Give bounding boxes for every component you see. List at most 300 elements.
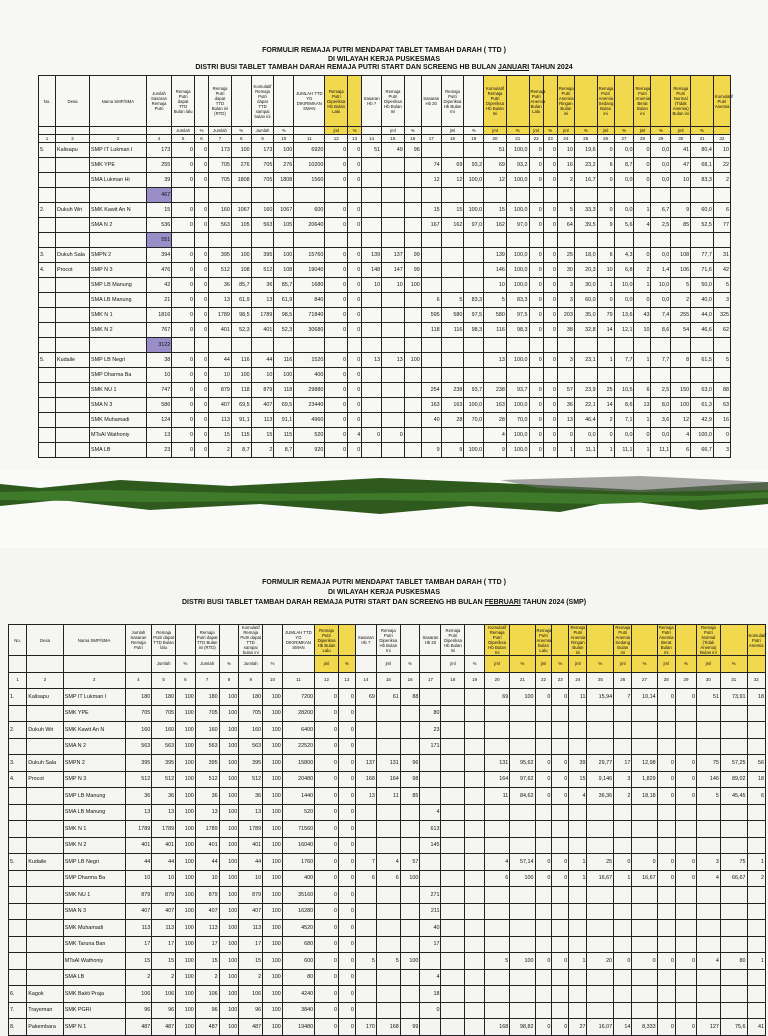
table-cell: 0 [675,771,696,788]
table-cell: 13 [209,293,232,308]
column-subheader: % [464,127,484,135]
table-cell [362,203,382,218]
school-cell: SMK N 1 [90,308,147,323]
table-cell [355,986,376,1003]
table-cell: 100 [219,920,239,937]
table-cell: 147 [382,263,405,278]
table-cell: 0 [315,804,339,821]
table-cell [420,953,441,970]
table-cell: 0 [325,278,348,293]
table-cell: 10 [239,870,263,887]
table-cell: 71,6 [691,263,714,278]
school-cell: SMK PGRI [63,1002,125,1019]
school-cell: SMA Lukman Hi [90,173,147,188]
table-cell: 0 [315,969,339,986]
table-cell: 20 [587,953,614,970]
table-cell: 0 [325,158,348,173]
table-cell: 0 [172,173,195,188]
table-cell [464,338,484,353]
table-cell: 96 [152,1002,176,1019]
table-cell [552,936,569,953]
table-cell: 487 [239,1019,263,1036]
table-cell: 2 [614,788,632,805]
table-cell: 6,7 [651,203,671,218]
table-cell [376,804,400,821]
table-cell [376,722,400,739]
column-subheader: jml [634,127,651,135]
table-cell [362,413,382,428]
table-cell: 0 [194,263,208,278]
school-cell: SMK N 2 [63,837,125,854]
table-cell: 61,5 [691,353,714,368]
table-cell: 0 [315,1002,339,1019]
table-cell [696,969,720,986]
table-cell: 563 [251,218,274,233]
table-cell: 57,25 [720,755,747,772]
table-cell: 0 [634,158,651,173]
table-cell: 211 [420,903,441,920]
table-cell [465,903,485,920]
table-cell [696,1002,720,1019]
village-cell: Pakembara [27,1019,64,1036]
table-cell: 9,146 [587,771,614,788]
column-header: Sasaran Hb 20 [421,76,441,127]
table-cell [587,903,614,920]
table-cell: 0 [172,203,195,218]
table-cell [404,413,421,428]
table-cell [535,1002,552,1019]
table-cell: 56 [747,755,765,772]
column-header: Remaja Putri Diperiksa Hb Bulan Lalu [315,625,339,656]
column-number: 31 [691,135,714,143]
table-cell [535,738,552,755]
table-cell [720,969,747,986]
table-cell: 0 [348,143,362,158]
table-cell: 551 [146,233,172,248]
table-cell: 0 [172,398,195,413]
table-cell: 0 [172,293,195,308]
table-cell: 22,1 [574,398,597,413]
table-cell: 0 [194,143,208,158]
table-cell: 80,4 [691,143,714,158]
table-cell: 0 [657,755,675,772]
school-cell: SMK Taruna Ban [63,936,125,953]
table-cell: 0 [529,143,543,158]
column-number: 19 [464,135,484,143]
table-cell: 42 [146,278,172,293]
school-cell: SMP IT Lukman I [90,143,147,158]
table-cell: 1789 [209,308,232,323]
table-cell [569,821,587,838]
table-cell [465,887,485,904]
table-cell: 15 [441,203,464,218]
table-cell [39,188,56,203]
table-cell: 35160 [282,887,314,904]
table-cell: 0 [552,755,569,772]
table-cell: 0 [348,293,362,308]
table-cell: 100 [219,804,239,821]
table-cell: 10 [146,368,172,383]
table-cell [675,969,696,986]
village-cell [27,788,64,805]
table-cell [720,821,747,838]
table-cell: 168 [355,771,376,788]
table-cell: 563 [209,218,232,233]
table-cell [569,887,587,904]
school-cell: SMA LB Manung [90,293,147,308]
table-cell: 63,0 [691,383,714,398]
table-row [9,969,766,986]
table-cell: 32,8 [574,323,597,338]
table-cell [400,804,420,821]
village-cell: Dukuh Sala [56,248,90,263]
table-cell: 401 [239,837,263,854]
table-cell: 0 [529,353,543,368]
table-cell: 3 [713,293,730,308]
table-cell [651,188,671,203]
column-header: Remaja Putri Anemia Berat Bulan ini [658,625,674,655]
table-cell [747,837,765,854]
table-cell: 2,5 [651,218,671,233]
table-cell: 12 [421,173,441,188]
village-cell: Trayeman [27,1002,64,1019]
table-cell: 1 [557,443,574,458]
table-cell [485,821,510,838]
table-cell: 100 [176,936,196,953]
table-cell: 9 [441,443,464,458]
table-cell: 96 [195,1002,219,1019]
table-cell: 105 [231,218,251,233]
village-cell [56,338,90,353]
table-cell: 61,9 [274,293,294,308]
column-header: Remaja Putri Anemia Sedang Bulan ini [615,625,631,655]
table-cell: 254 [421,383,441,398]
table-cell: 0 [657,689,675,706]
table-cell: 4 [420,969,441,986]
table-cell: 0 [172,263,195,278]
table-cell [747,986,765,1003]
table-cell: 0 [172,383,195,398]
table-cell [675,887,696,904]
table-cell: 96 [404,143,421,158]
table-cell: 0 [348,383,362,398]
table-cell: 30 [557,263,574,278]
table-cell [194,188,208,203]
column-number: 23 [552,672,569,689]
table-cell: 1808 [274,173,294,188]
table-cell: 0 [529,263,543,278]
table-cell: 98,82 [510,1019,535,1036]
table-cell: 18 [420,986,441,1003]
table-cell: 1 [747,953,765,970]
table-cell: 705 [251,173,274,188]
table-cell: 0 [338,738,355,755]
column-subheader: % [552,656,569,673]
table-cell [39,443,56,458]
table-cell: 0 [543,173,557,188]
table-cell: 0,0 [651,248,671,263]
column-number: 26 [597,135,614,143]
table-cell: 1 [569,854,587,871]
village-cell: Dukuh Wri [56,203,90,218]
table-cell: 395 [125,755,152,772]
column-number: 22 [535,672,552,689]
table-cell: 512 [152,771,176,788]
torn-edge-graphic [0,470,768,548]
table-cell: 0 [172,353,195,368]
table-cell: 2 [747,870,765,887]
table-cell: 0 [325,203,348,218]
table-cell: 115 [231,428,251,443]
table-cell: 0 [348,203,362,218]
table-cell: 407 [125,903,152,920]
column-number: 11 [294,135,325,143]
table-cell [484,338,507,353]
table-cell: 0 [348,173,362,188]
school-cell: SMA LB [90,443,147,458]
table-cell [651,233,671,248]
table-cell [9,705,27,722]
table-cell [535,903,552,920]
table-cell [441,837,465,854]
table-cell: 17 [614,755,632,772]
table-cell [251,338,274,353]
table-cell: 75,6 [720,1019,747,1036]
table-cell: 401 [209,323,232,338]
table-cell [9,887,27,904]
column-number: 30 [696,672,720,689]
column-header: Sasaran Hb 20 [420,625,441,656]
table-cell: 0 [657,1019,675,1036]
table-cell: 0 [338,986,355,1003]
table-cell [400,986,420,1003]
table-cell: 163 [484,398,507,413]
table-cell [506,368,529,383]
table-cell [404,188,421,203]
table-cell: 0 [529,203,543,218]
table-cell [747,722,765,739]
school-cell: SMPN 2 [90,248,147,263]
table-cell [632,903,657,920]
table-row [9,689,766,706]
table-cell: 180 [125,689,152,706]
table-cell: 0 [529,413,543,428]
column-header [720,625,747,656]
table-cell [569,936,587,953]
table-cell [400,821,420,838]
table-cell: 0 [713,428,730,443]
table-cell: 536 [146,218,172,233]
table-cell: 100,0 [506,353,529,368]
table-cell: 63 [713,398,730,413]
table-cell: 0 [348,248,362,263]
column-header [574,76,597,127]
table-cell [552,920,569,937]
column-header [219,625,239,656]
table-cell: 0 [543,398,557,413]
table-cell: 13 [239,804,263,821]
table-cell: 98,5 [274,308,294,323]
column-subheader [420,656,441,673]
table-cell [325,188,348,203]
table-cell [465,837,485,854]
table-cell [657,986,675,1003]
table-cell [404,203,421,218]
table-cell: 19,6 [574,143,597,158]
table-cell: 3. [39,248,56,263]
table-cell [420,689,441,706]
table-cell: 705 [251,158,274,173]
table-cell: 11,1 [574,443,597,458]
table-cell [39,293,56,308]
table-cell: 36,36 [587,788,614,805]
table-cell [657,1002,675,1019]
table-cell [376,821,400,838]
table-cell [376,705,400,722]
table-cell [747,1002,765,1019]
table-cell [720,920,747,937]
table-row [39,158,731,173]
table-cell: 57,14 [510,854,535,871]
table-cell: 163 [421,398,441,413]
column-subheader [421,127,441,135]
table-cell [251,188,274,203]
table-cell: 0 [315,788,339,805]
column-header: Desa [27,625,64,656]
table-cell: 98,3 [506,323,529,338]
table-cell: 100 [176,854,196,871]
table-row [9,854,766,871]
table-cell: 16,07 [587,1019,614,1036]
column-number: 24 [569,672,587,689]
column-number: 16 [400,672,420,689]
table-cell: 39 [146,173,172,188]
table-cell [657,821,675,838]
table-cell: 100 [176,804,196,821]
table-row [39,413,731,428]
table-cell [485,903,510,920]
column-subheader [146,127,172,135]
table-cell: 705 [239,705,263,722]
table-cell: 69 [485,689,510,706]
school-cell: SMP IT Lukman I [63,689,125,706]
table-cell [465,953,485,970]
table-cell [465,722,485,739]
table-cell: 5. [39,143,56,158]
table-cell [614,705,632,722]
table-cell [420,771,441,788]
table-cell: 0 [194,158,208,173]
table-cell: 0 [543,143,557,158]
table-cell [510,837,535,854]
table-cell [510,969,535,986]
sheet1-title-1: FORMULIR REMAJA PUTRI MENDAPAT TABLET TAMBAH DARAH ( TTD ) [262,47,506,54]
table-cell [657,936,675,953]
table-row [9,887,766,904]
table-cell [421,248,441,263]
table-cell: 180 [152,689,176,706]
table-cell: 0 [338,771,355,788]
table-cell: 98 [400,771,420,788]
table-cell: 1 [597,353,614,368]
table-cell: 6. [9,986,27,1003]
table-cell: 5. [39,353,56,368]
school-cell: SMP N 3 [63,771,125,788]
table-cell [557,188,574,203]
table-cell: 13 [362,353,382,368]
table-cell [574,368,597,383]
table-cell: 100,0 [464,203,484,218]
table-cell [569,969,587,986]
table-cell [325,233,348,248]
sheet1-title-2: DI WILAYAH KERJA PUSKESMAS [327,56,441,63]
table-cell: 64 [557,218,574,233]
table-cell [747,887,765,904]
table-cell: 100 [510,689,535,706]
school-cell: SMA N 3 [90,398,147,413]
village-cell: Kalisapu [27,689,64,706]
table-row [9,788,766,805]
table-cell: 29,77 [587,755,614,772]
column-header: Komulatif Putri Anemia [747,625,765,656]
table-cell: 15760 [294,248,325,263]
table-cell: 145 [420,837,441,854]
table-cell: 17 [125,936,152,953]
table-cell: 6 [597,248,614,263]
table-cell: 170 [355,1019,376,1036]
school-cell: SMK NU 1 [63,887,125,904]
table-cell: 0 [657,788,675,805]
table-cell: 43 [634,308,651,323]
column-header: Remaja Putri Anemia Sedang Bulan ini [597,76,614,127]
table-cell: 146 [696,771,720,788]
table-cell [421,428,441,443]
table-cell: 19480 [282,1019,314,1036]
table-cell: 100 [274,368,294,383]
village-cell [56,308,90,323]
column-subheader [125,656,152,673]
table-cell: 57 [400,854,420,871]
column-number: 5 [152,672,176,689]
table-cell: 7 [614,689,632,706]
table-cell: 15 [421,203,441,218]
table-cell: 75 [696,755,720,772]
column-header: Remaja Putri dapat TTD Bulan ini (RTD) [209,76,232,127]
table-cell [675,920,696,937]
table-cell: 88 [713,383,730,398]
table-cell: 407 [239,903,263,920]
column-subheader: % [263,656,283,673]
table-cell: 46,4 [574,413,597,428]
table-cell: 0,0 [574,428,597,443]
table-row [9,986,766,1003]
table-cell: 0 [194,293,208,308]
table-cell [39,338,56,353]
table-cell: 100 [510,870,535,887]
village-cell [56,413,90,428]
table-cell: 33,3 [574,203,597,218]
table-cell [294,188,325,203]
table-cell: 11,1 [651,443,671,458]
table-cell: 25 [597,383,614,398]
table-cell [587,1002,614,1019]
village-cell [27,821,64,838]
table-cell [696,738,720,755]
table-cell [529,233,543,248]
table-cell [552,969,569,986]
table-cell: 0 [315,986,339,1003]
column-subheader: % [338,656,355,673]
